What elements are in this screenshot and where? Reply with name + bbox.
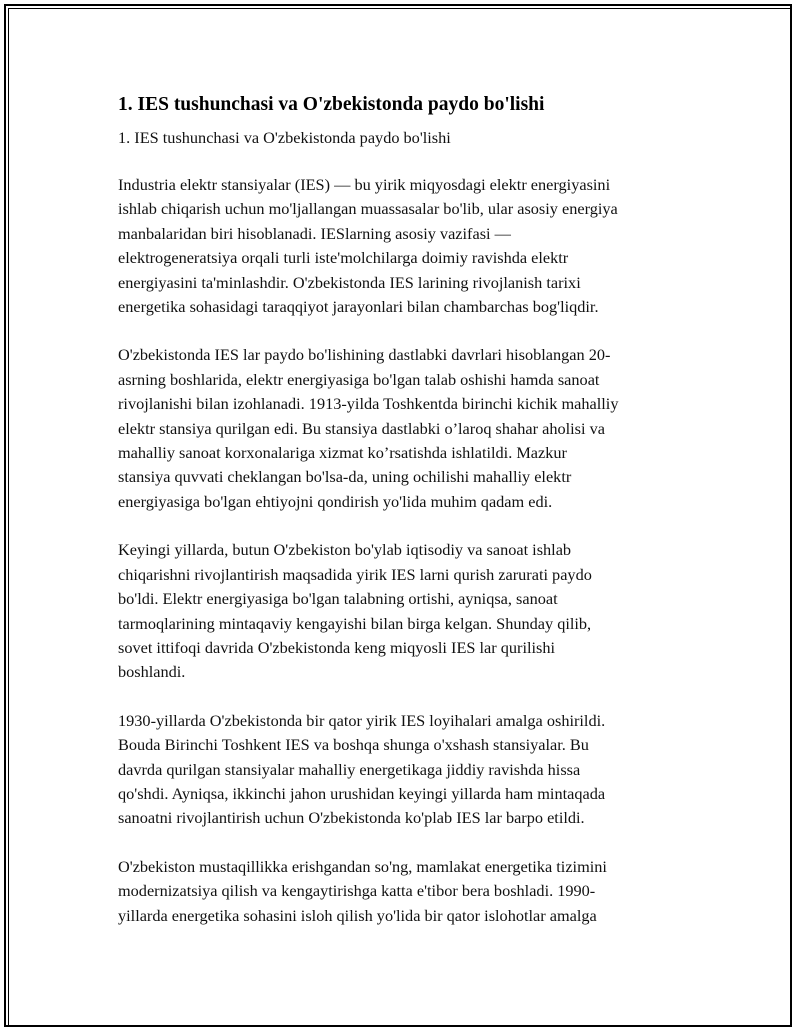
paragraph-line: chiqarishni rivojlantirish maqsadida yirik IES larni qurish zarurati paydo bbox=[118, 564, 592, 584]
paragraph-line: Keyingi yillarda, butun O'zbekiston bo'ylab iqtisodiy va sanoat ishlab bbox=[118, 540, 572, 560]
paragraph-2 bbox=[118, 343, 688, 514]
paragraph-line: manbalaridan biri hisoblanadi. IESlarning asosiy vazifasi — bbox=[118, 223, 511, 243]
paragraph-line: rivojlanishi bilan izohlanadi. 1913-yilda Toshkentda birinchi kichik mahalliy bbox=[118, 394, 619, 414]
paragraph-3 bbox=[118, 538, 688, 684]
paragraph-line: ishlab chiqarish uchun mo'ljallangan muassasalar bo'lib, ular asosiy energiya bbox=[118, 199, 618, 219]
paragraph-line: elektr stansiya qurilgan edi. Bu stansiya dastlabki o’laroq shahar aholisi va bbox=[118, 418, 605, 438]
paragraph-line: bo'ldi. Elektr energiyasiga bo'lgan talabning ortishi, ayniqsa, sanoat bbox=[118, 589, 558, 609]
paragraph-line: O'zbekiston mustaqillikka erishgandan so'ng, mamlakat energetika tizimini bbox=[118, 856, 607, 876]
paragraph-line: qo'shdi. Ayniqsa, ikkinchi jahon urushidan keyingi yillarda ham mintaqada bbox=[118, 783, 606, 803]
paragraph-line: modernizatsiya qilish va kengaytirishga katta e'tibor bera boshladi. 1990- bbox=[118, 881, 596, 901]
paragraph-line: yillarda energetika sohasini isloh qilish yo'lida bir qator islohotlar amalga bbox=[118, 905, 597, 925]
paragraph-4 bbox=[118, 709, 688, 831]
paragraph-line: energetika sohasidagi taraqqiyot jarayonlari bilan chambarchas bog'liqdir. bbox=[118, 297, 599, 317]
paragraph-line: energiyasiga bo'lgan ehtiyojni qondirish yo'lida muhim qadam edi. bbox=[118, 491, 553, 511]
document-subheading: 1. IES tushunchasi va O'zbekistonda paydo bo'lishi bbox=[118, 128, 451, 147]
document-heading: 1. IES tushunchasi va O'zbekistonda paydo bo'lishi bbox=[118, 94, 545, 115]
document-body bbox=[118, 92, 688, 952]
paragraph-line: boshlandi. bbox=[118, 662, 186, 682]
paragraph-5 bbox=[118, 855, 688, 928]
paragraph-line: O'zbekistonda IES lar paydo bo'lishining dastlabki davrlari hisoblangan 20- bbox=[118, 345, 611, 365]
paragraph-line: Industria elektr stansiyalar (IES) — bu yirik miqyosdagi elektr energiyasini bbox=[118, 175, 611, 194]
paragraph-1 bbox=[118, 173, 688, 319]
paragraph-line: sovet ittifoqi davrida O'zbekistonda keng miqyosli IES lar qurilishi bbox=[118, 637, 556, 657]
paragraph-line: asrning boshlarida, elektr energiyasiga bo'lgan talab oshishi hamda sanoat bbox=[118, 369, 600, 389]
paragraph-line: tarmoqlarining mintaqaviy kengayishi bilan birga kelgan. Shunday qilib, bbox=[118, 613, 592, 633]
paragraph-line: davrda qurilgan stansiyalar mahalliy energetikaga jiddiy ravishda hissa bbox=[118, 759, 581, 779]
paragraph-line: 1930-yillarda O'zbekistonda bir qator yirik IES loyihalari amalga oshirildi. bbox=[118, 710, 606, 730]
paragraph-line: mahalliy sanoat korxonalariga xizmat ko’rsatishda ishlatildi. Mazkur bbox=[118, 443, 567, 463]
paragraph-line: Bouda Birinchi Toshkent IES va boshqa shunga o'xshash stansiyalar. Bu bbox=[118, 735, 589, 755]
paragraph-line: elektrogeneratsiya orqali turli iste'molchilarga doimiy ravishda elektr bbox=[118, 248, 569, 268]
paragraph-line: stansiya quvvati cheklangan bo'lsa-da, uning ochilishi mahalliy elektr bbox=[118, 467, 572, 487]
paragraph-line: sanoatni rivojlantirish uchun O'zbekistonda ko'plab IES lar barpo etildi. bbox=[118, 808, 585, 828]
paragraph-line: energiyasini ta'minlashdir. O'zbekistonda IES larining rivojlanish tarixi bbox=[118, 272, 581, 292]
